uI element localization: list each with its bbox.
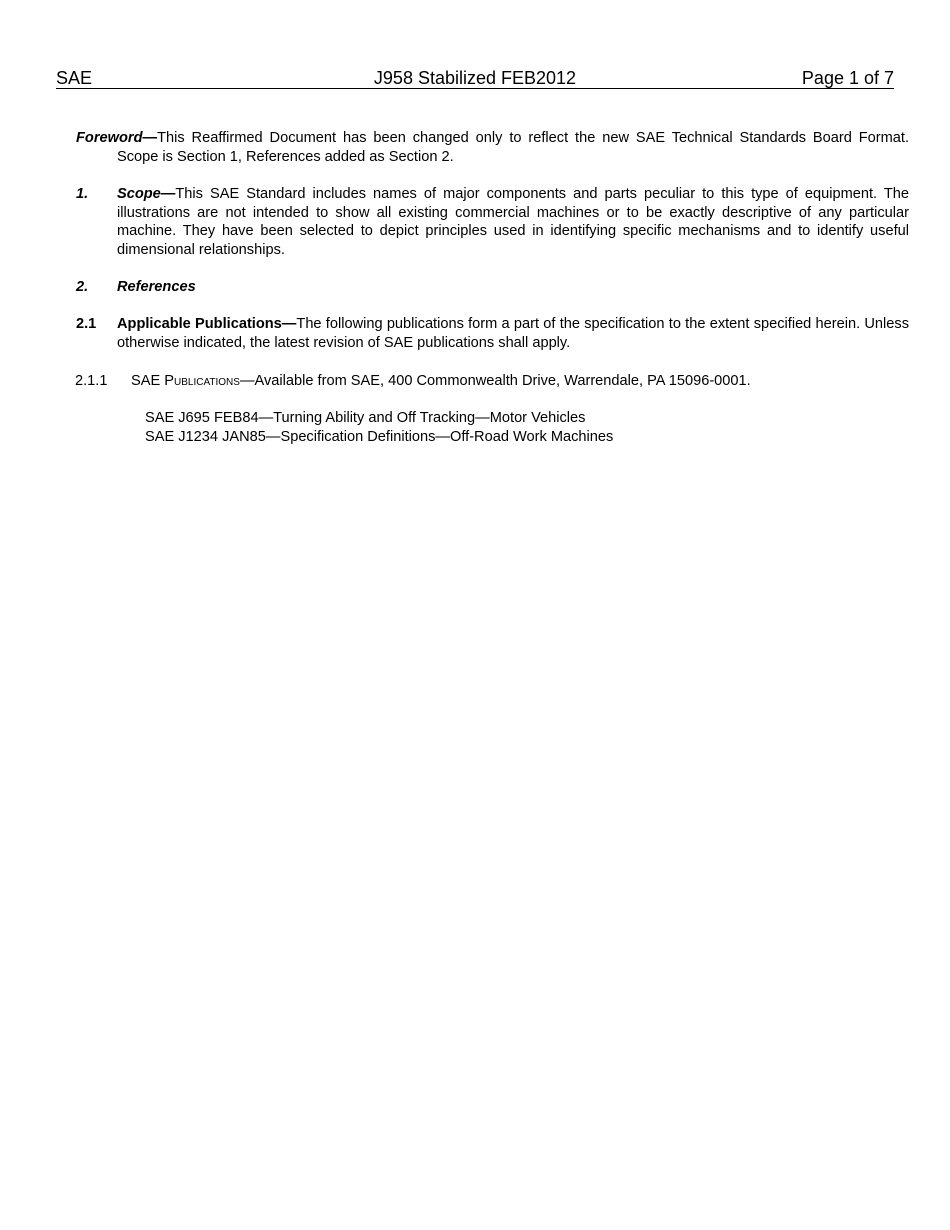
- reference-item: SAE J695 FEB84—Turning Ability and Off Tracking—Motor Vehicles: [145, 410, 586, 426]
- scope-dash: —: [160, 186, 176, 202]
- scope-section: [76, 185, 909, 260]
- sae-publications-text: —Available from SAE, 400 Commonwealth Drive, Warrendale, PA 15096-0001.: [239, 373, 751, 389]
- applicable-text: The following publications form a part of the specification to the extent specified herein. Unless otherwise indicated, the latest revision of SAE publications shall apply.: [117, 316, 910, 351]
- foreword-label: Foreword: [76, 130, 143, 146]
- header-doc-id: J958 Stabilized FEB2012: [373, 68, 577, 88]
- applicable-publications-section: [76, 315, 909, 352]
- applicable-number: 2.1: [76, 316, 97, 332]
- scope-label: Scope: [117, 186, 161, 202]
- reference-list: [145, 409, 613, 447]
- foreword-dash: —: [142, 130, 158, 146]
- page-header: [56, 68, 894, 89]
- sae-publications-label: Publications: [164, 373, 240, 389]
- foreword-text: This Reaffirmed Document has been changed only to reflect the new SAE Technical Standards Board Format. Scope is Section 1, References added as Section 2.: [117, 130, 909, 165]
- applicable-label: Applicable Publications—: [117, 316, 297, 332]
- header-page-number: Page 1 of 7: [801, 68, 894, 88]
- foreword-paragraph: [76, 129, 909, 166]
- references-label: References: [117, 279, 196, 295]
- references-number: 2.: [76, 279, 89, 295]
- references-heading: [76, 278, 909, 297]
- sae-publications-prefix: SAE: [131, 373, 165, 389]
- scope-number: 1.: [76, 186, 89, 202]
- scope-text: This SAE Standard includes names of major components and parts peculiar to this type of equipment. The illustrations are not intended to show all existing commercial machines or to be exactly descriptive of any particular machine. They have been selected to depict principles used in identifying specific mechanisms and to identify useful dimensional relationships.: [117, 186, 909, 259]
- reference-item: SAE J1234 JAN85—Specification Definitions—Off-Road Work Machines: [145, 429, 614, 445]
- sae-publications-section: [75, 372, 875, 391]
- sae-publications-number: 2.1.1: [75, 373, 108, 389]
- header-org: SAE: [56, 68, 93, 88]
